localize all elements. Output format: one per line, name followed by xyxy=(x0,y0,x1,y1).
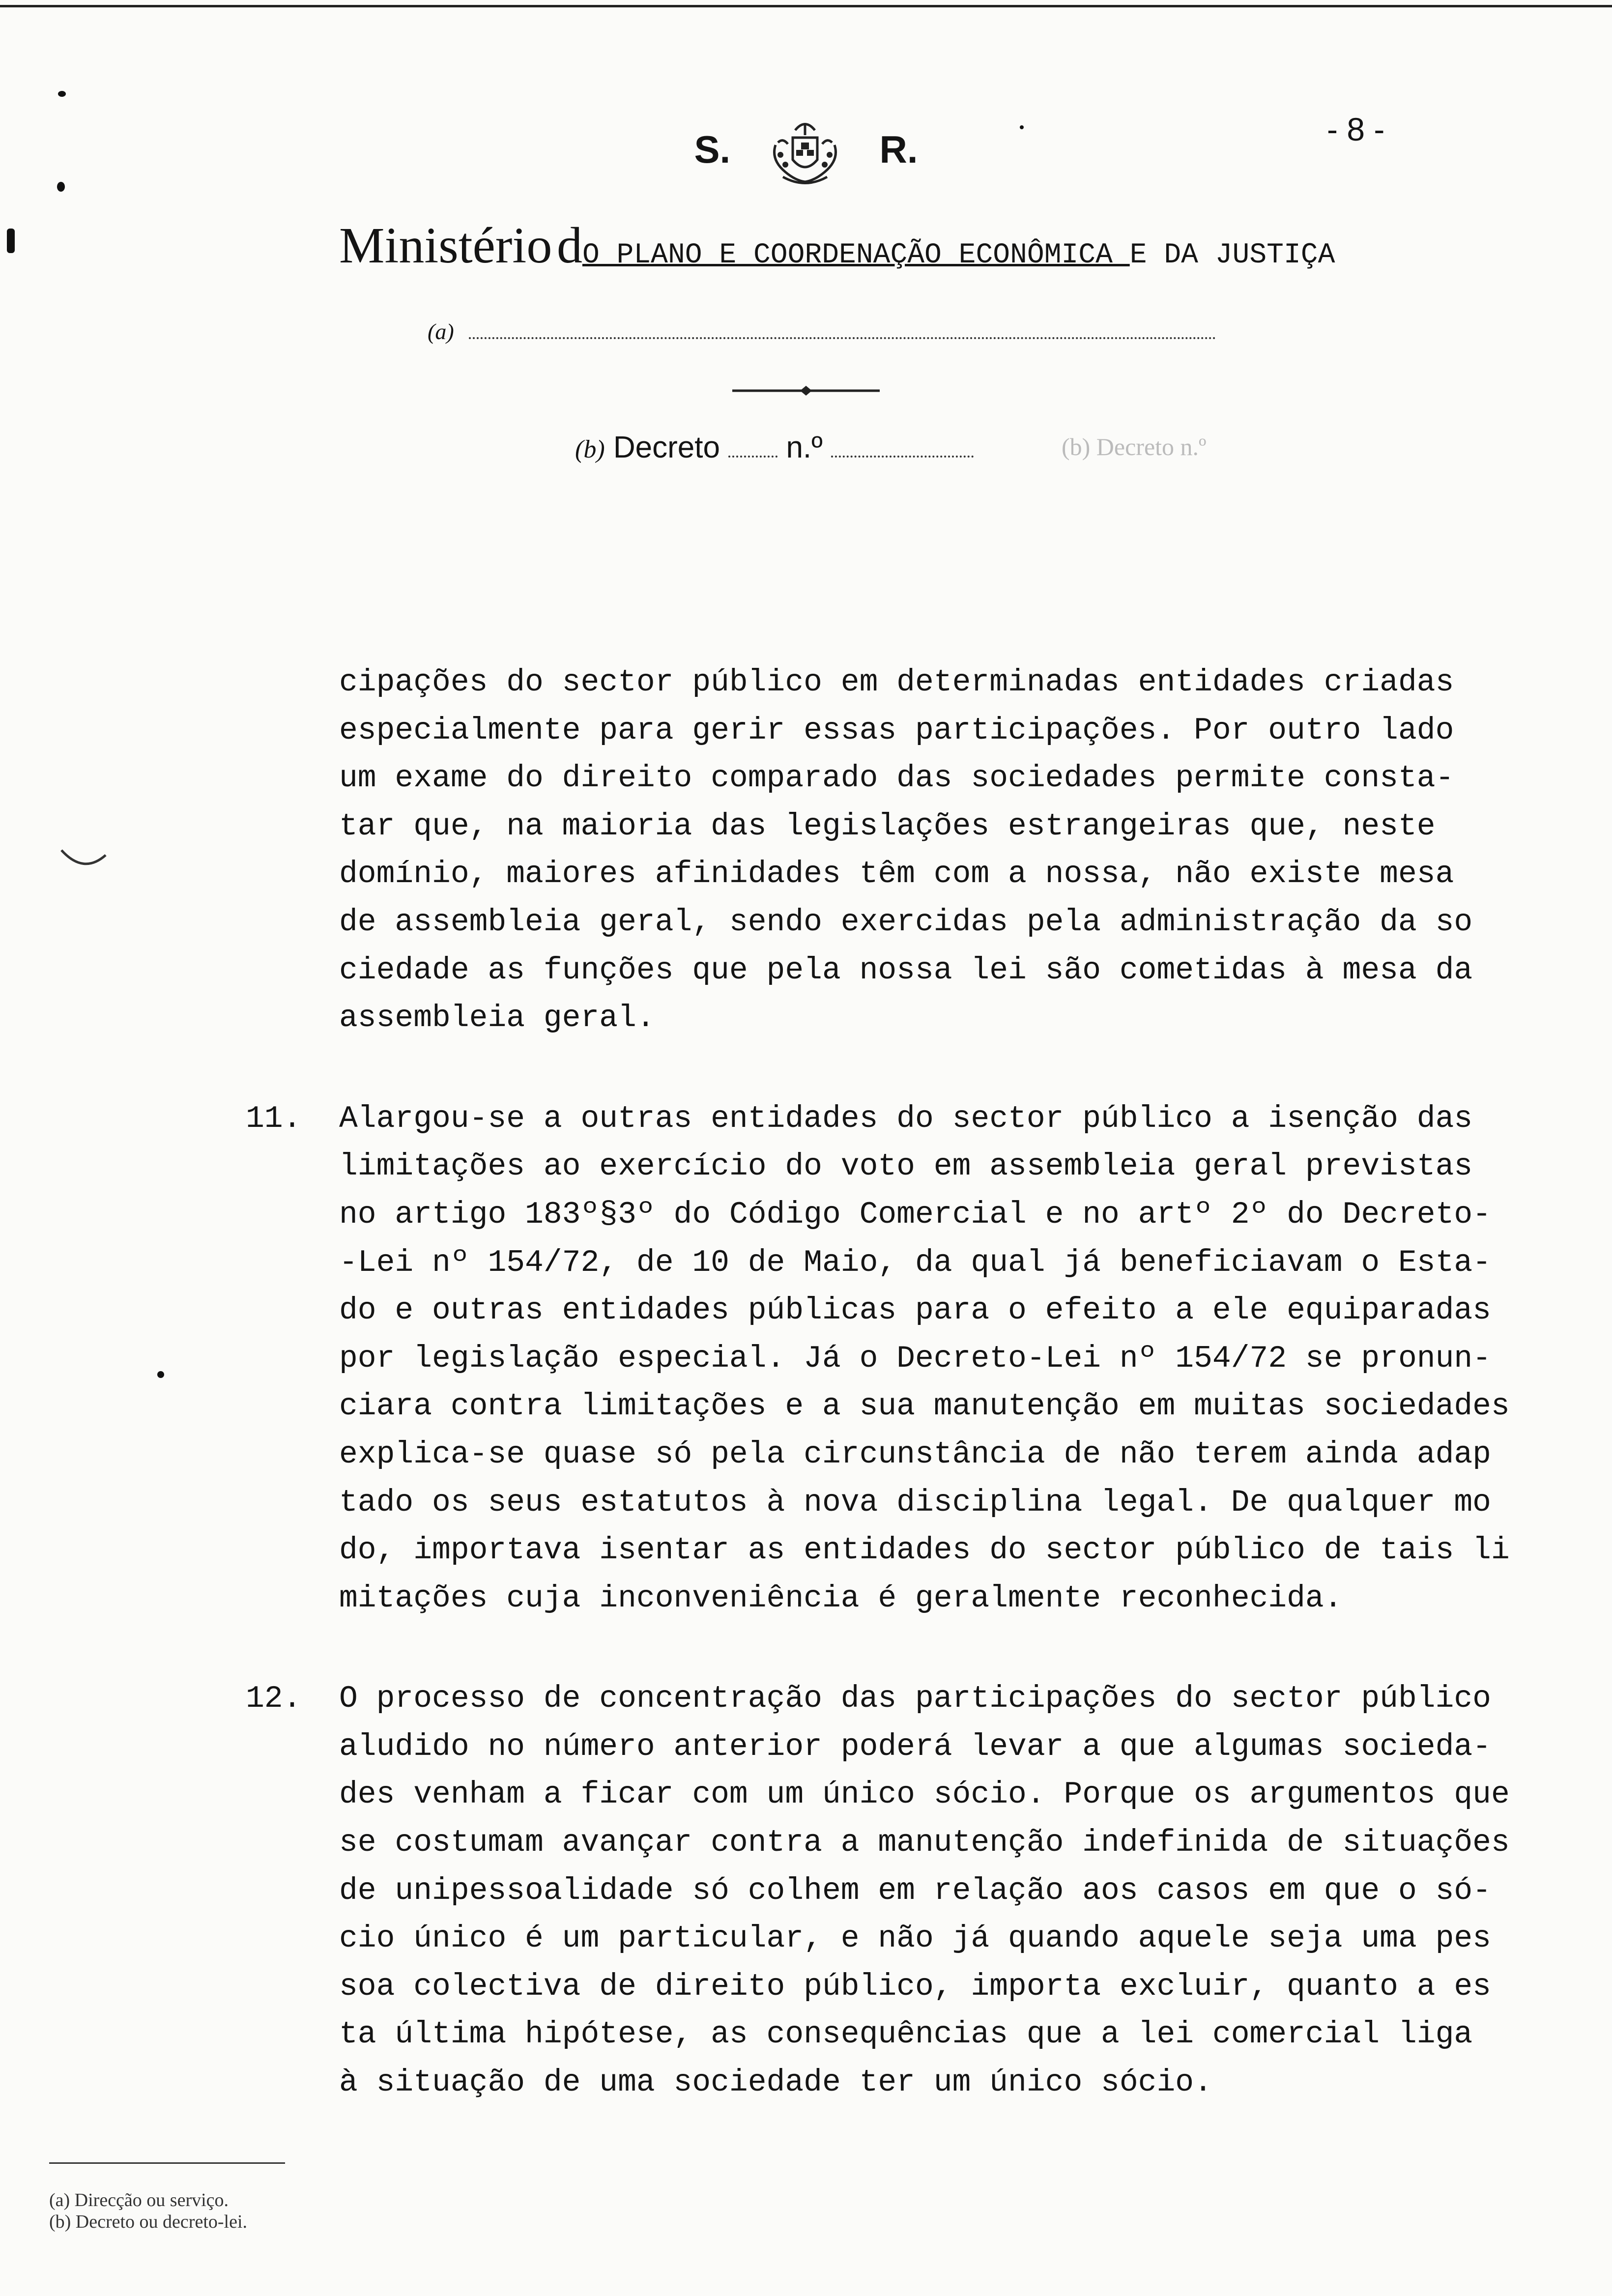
body-line: aludido no número anterior poderá levar a que algumas socieda- xyxy=(339,1729,1491,1764)
direction-field-dotted-line xyxy=(469,327,1216,339)
scan-speck xyxy=(157,1371,164,1378)
scan-speck xyxy=(58,91,66,97)
direction-field-label: (a) xyxy=(428,319,454,344)
body-line: des venham a ficar com um único sócio. Porque os argumentos que xyxy=(339,1777,1510,1812)
body-line: Alargou-se a outras entidades do sector público a isenção das xyxy=(339,1101,1473,1136)
body-line: se costumam avançar contra a manutenção indefinida de situações xyxy=(339,1825,1510,1861)
scan-speck xyxy=(57,182,65,192)
ministry-name-tail: E DA JUSTIÇA xyxy=(1129,239,1335,271)
paragraph-12 xyxy=(246,1675,1597,2106)
body-line: assembleia geral. xyxy=(339,1001,655,1036)
body-line: cipações do sector público em determinadas entidades criadas xyxy=(339,665,1454,700)
letterhead xyxy=(0,115,1612,189)
document-body xyxy=(246,659,1597,2107)
body-line: cio único é um particular, e não já quando aquele seja uma pes xyxy=(339,1921,1491,1956)
scan-mark xyxy=(59,845,108,875)
body-line: tar que, na maioria das legislações estrangeiras que, neste xyxy=(339,808,1436,844)
diamond-ornament-icon xyxy=(732,386,880,396)
decree-label: Decreto xyxy=(613,430,720,464)
scan-speck xyxy=(7,229,15,253)
body-line: explica-se quase só pela circunstância de não terem ainda adap xyxy=(339,1436,1491,1472)
paragraph-number: 12. xyxy=(246,1681,302,1717)
body-line: um exame do direito comparado das sociedades permite consta- xyxy=(339,761,1454,796)
body-line: por legislação especial. Já o Decreto-Lei nº 154/72 se pronun- xyxy=(339,1341,1491,1376)
top-border-rule xyxy=(0,5,1612,7)
body-line: O processo de concentração das participações do sector público xyxy=(339,1681,1491,1717)
body-line: à situação de uma sociedade ter um único sócio. xyxy=(339,2065,1212,2100)
body-line: mitações cuja inconveniência é geralmente reconhecida. xyxy=(339,1580,1343,1616)
footnotes xyxy=(49,2189,247,2233)
ministry-name-underlined: O PLANO E COORDENAÇÃO ECONÔMICA xyxy=(582,239,1130,271)
bleed-through-text: (b) Decreto n.º xyxy=(1062,433,1207,460)
body-line: do, importava isentar as entidades do sector público de tais li xyxy=(339,1533,1510,1568)
body-line: especialmente para gerir essas participações. Por outro lado xyxy=(339,713,1454,748)
body-line: de assembleia geral, sendo exercidas pela administração da so xyxy=(339,904,1473,940)
paragraph-gap xyxy=(339,1042,1597,1095)
body-line: do e outras entidades públicas para o efeito a ele equiparadas xyxy=(339,1293,1491,1328)
footnote-separator xyxy=(49,2162,285,2164)
body-line: no artigo 183º§3º do Código Comercial e no artº 2º do Decreto- xyxy=(339,1197,1491,1232)
body-line: soa colectiva de direito público, importa excluir, quanto a es xyxy=(339,1969,1491,2004)
body-line: domínio, maiores afinidades têm com a nossa, não existe mesa xyxy=(339,857,1454,892)
footnote-b: (b) Decreto ou decreto-lei. xyxy=(49,2211,248,2232)
body-line: de unipessoalidade só colhem em relação aos casos em que o só- xyxy=(339,1873,1491,1908)
decree-line xyxy=(575,430,974,465)
ministry-d: d xyxy=(556,217,582,274)
body-line: -Lei nº 154/72, de 10 de Maio, da qual já beneficiavam o Esta- xyxy=(339,1245,1491,1280)
paragraph-number: 11. xyxy=(246,1101,302,1136)
scan-speck xyxy=(1020,125,1024,129)
direction-field xyxy=(428,318,1216,344)
body-line: ta última hipótese, as consequências que a lei comercial liga xyxy=(339,2017,1473,2052)
number-dotted-line xyxy=(831,446,974,458)
letterhead-initial-left: S. xyxy=(694,127,731,171)
decree-dotted-line xyxy=(728,446,777,458)
body-line: limitações ao exercício do voto em assembleia geral previstas xyxy=(339,1149,1473,1184)
number-label: n.º xyxy=(786,430,823,464)
letterhead-initial-right: R. xyxy=(879,127,918,171)
page-number: - 8 - xyxy=(1327,111,1385,147)
ministry-title xyxy=(339,216,1335,275)
paragraph-gap xyxy=(339,1622,1597,1675)
body-line: ciedade as funções que pela nossa lei são cometidas à mesa da xyxy=(339,952,1473,988)
paragraph-11 xyxy=(246,1095,1597,1623)
body-line: tado os seus estatutos à nova disciplina legal. De qualquer mo xyxy=(339,1485,1491,1520)
body-line: ciara contra limitações e a sua manutenção em muitas sociedades xyxy=(339,1389,1510,1424)
ministry-word: Ministério xyxy=(339,217,552,274)
coat-of-arms-icon xyxy=(766,115,844,189)
decree-marker: (b) xyxy=(575,435,605,463)
footnote-a: (a) Direcção ou serviço. xyxy=(49,2190,229,2210)
